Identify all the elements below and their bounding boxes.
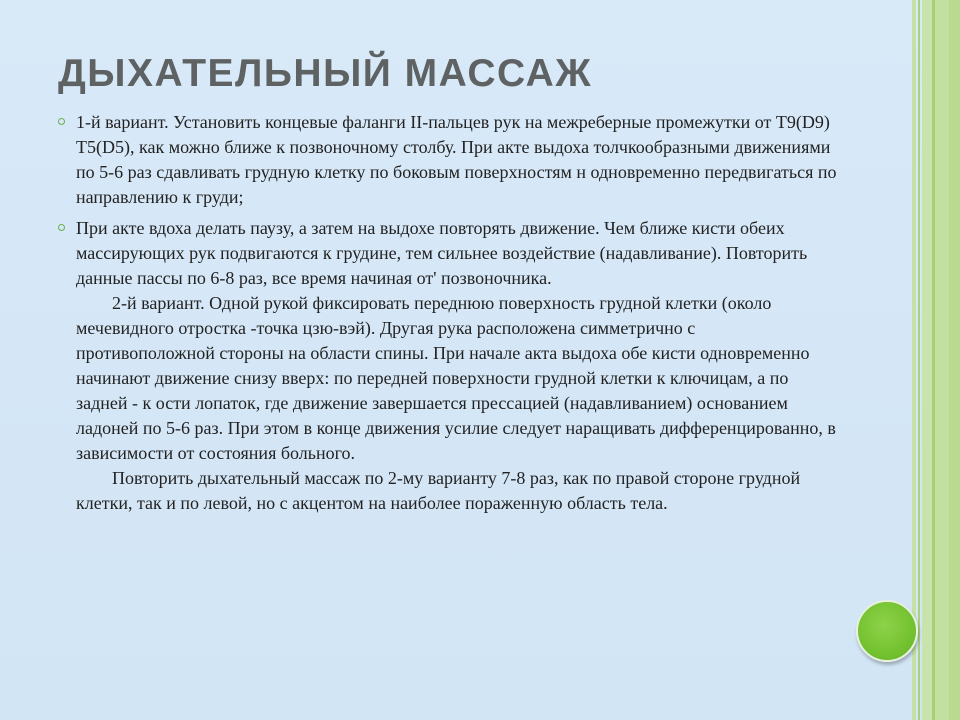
- stripe: [918, 0, 920, 720]
- slide-body: [58, 110, 838, 522]
- bullet-paragraph: 2-й вариант. Одной рукой фиксировать переднюю поверхность грудной клетки (около мечевидного отростка -точка цзю-вэй). Другая рука расположена симметрично с противоположной стороны на области спины. При начале акта выдоха обе кисти одновременно начинают движение снизу вверх: по передней поверхности грудной клетки к ключицам, а по задней - к ости лопаток, где движение завершается прессацией (надавливанием) основанием ладоней по 5-6 раз. При этом в конце движения усилие следует наращивать дифференцированно, в зависимости от состояния больного.: [76, 293, 836, 463]
- stripe: [912, 0, 916, 720]
- bullet-paragraph: При акте вдоха делать паузу, а затем на выдохе повторять движение. Чем ближе кисти обеих массирующих рук подвигаются к грудине, тем сильнее воздействие (надавливание). Повторить данные пассы по 6-8 раз, все время начиная от' позвоночника.: [76, 218, 808, 288]
- bullet-paragraph: Повторить дыхательный массаж по 2-му варианту 7-8 раз, как по правой стороне грудной клетки, так и по левой, но с акцентом на наиболее пораженную область тела.: [76, 468, 801, 513]
- stripe: [922, 0, 932, 720]
- bullet-item: [58, 110, 838, 210]
- slide-title: ДЫХАТЕЛЬНЫЙ МАССАЖ: [58, 52, 593, 95]
- bullet-ring-icon: [58, 224, 65, 231]
- decorative-stripes: [912, 0, 960, 720]
- bullet-paragraph: 1-й вариант. Установить концевые фаланги II-пальцев рук на межреберные промежутки от T9(D9) T5(D5), как можно ближе к позвоночному столбу. При акте выдоха толчкообразными движениями по 5-6 раз сдавливать грудную клетку по боковым поверхностям н одновременно передвигаться по направлению к груди;: [76, 112, 837, 207]
- stripe: [949, 0, 960, 720]
- bullet-ring-icon: [58, 118, 65, 125]
- stripe: [935, 0, 949, 720]
- decorative-green-circle: [856, 600, 918, 662]
- bullet-item: [58, 216, 838, 516]
